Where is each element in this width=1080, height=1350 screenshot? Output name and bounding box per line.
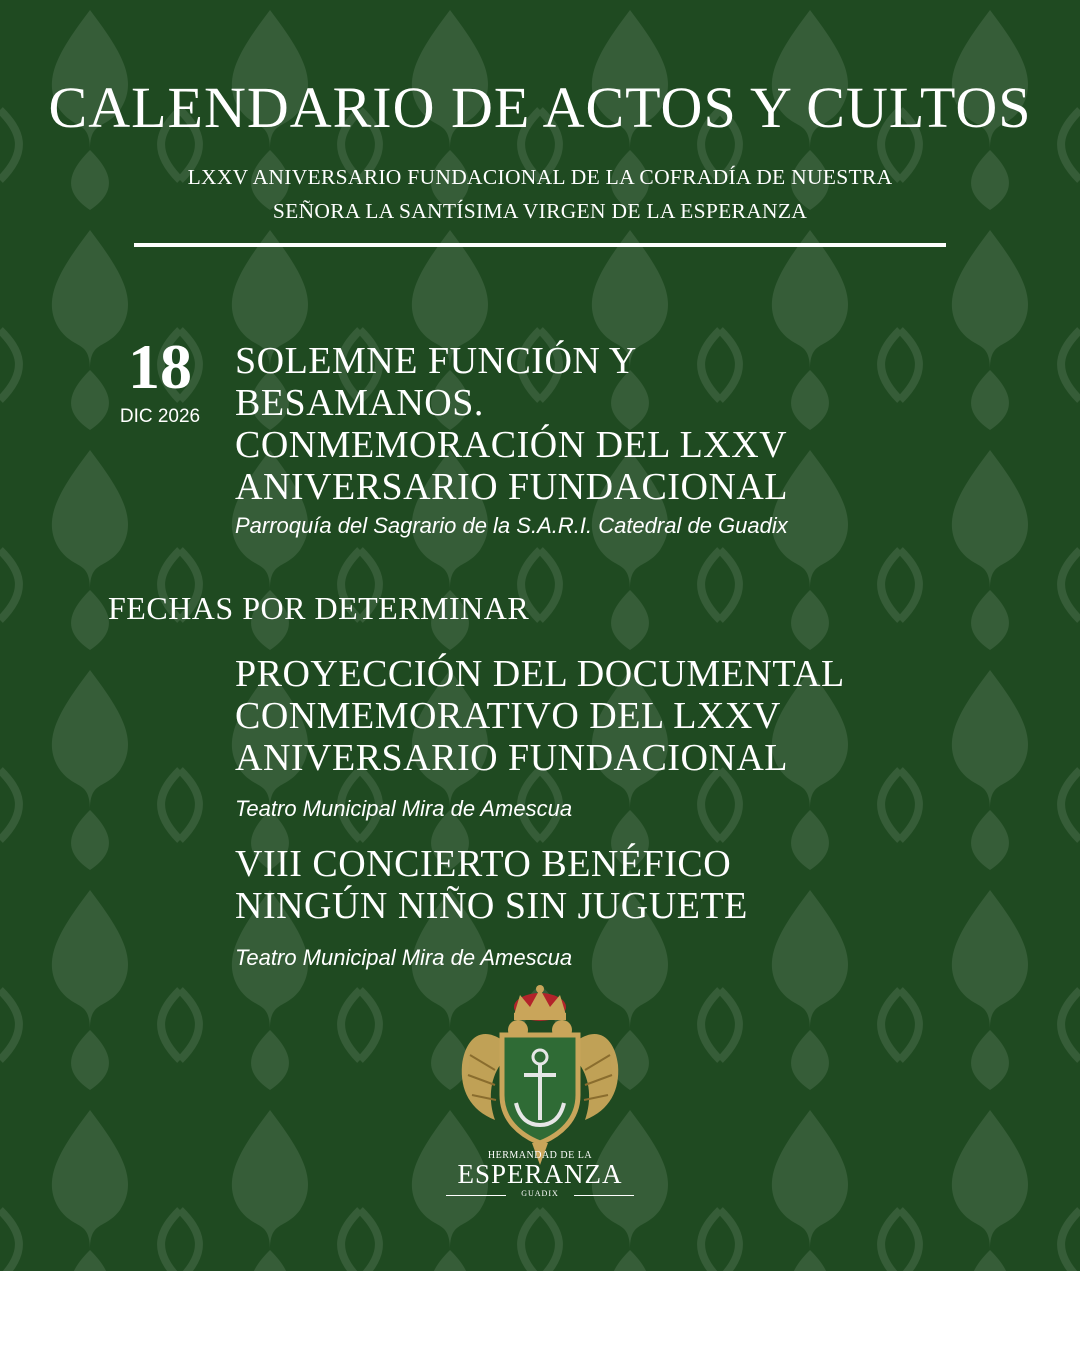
- divider: [134, 243, 946, 247]
- subtitle: [140, 160, 940, 228]
- section-heading: FECHAS POR DETERMINAR: [108, 590, 530, 626]
- event-title-line: ANIVERSARIO FUNDACIONAL: [235, 466, 788, 508]
- event-title: [235, 843, 955, 927]
- subtitle-line: SEÑORA LA SANTÍSIMA VIRGEN DE LA ESPERANZA: [272, 199, 808, 223]
- event-title-line: ANIVERSARIO FUNDACIONAL: [235, 737, 788, 779]
- event-venue: Parroquía del Sagrario de la S.A.R.I. Catedral de Guadix: [235, 513, 788, 538]
- event-title-line: SOLEMNE FUNCIÓN Y: [235, 340, 637, 382]
- brand-bottom: GUADIX: [521, 1189, 559, 1198]
- event-title-line: CONMEMORACIÓN DEL LXXV: [235, 424, 788, 466]
- event-venue: Teatro Municipal Mira de Amescua: [235, 796, 573, 821]
- event-title-line: BESAMANOS.: [235, 382, 484, 424]
- event-title-line: NINGÚN NIÑO SIN JUGUETE: [235, 885, 748, 927]
- event-day: 18: [128, 331, 192, 402]
- event-title: [235, 340, 955, 508]
- event-month-year: DIC 2026: [119, 406, 201, 427]
- event-venue: Teatro Municipal Mira de Amescua: [235, 945, 573, 970]
- subtitle-line: LXXV ANIVERSARIO FUNDACIONAL DE LA COFRADÍA DE NUESTRA: [187, 165, 893, 189]
- page-title: CALENDARIO DE ACTOS Y CULTOS: [48, 75, 1032, 140]
- event-title-line: PROYECCIÓN DEL DOCUMENTAL: [235, 653, 845, 695]
- brand-name: ESPERANZA: [457, 1159, 623, 1189]
- event-title-line: CONMEMORATIVO DEL LXXV: [235, 695, 781, 737]
- brand-top: HERMANDAD DE LA: [487, 1150, 593, 1161]
- event-title-line: VIII CONCIERTO BENÉFICO: [235, 843, 732, 885]
- event-title: [235, 653, 955, 779]
